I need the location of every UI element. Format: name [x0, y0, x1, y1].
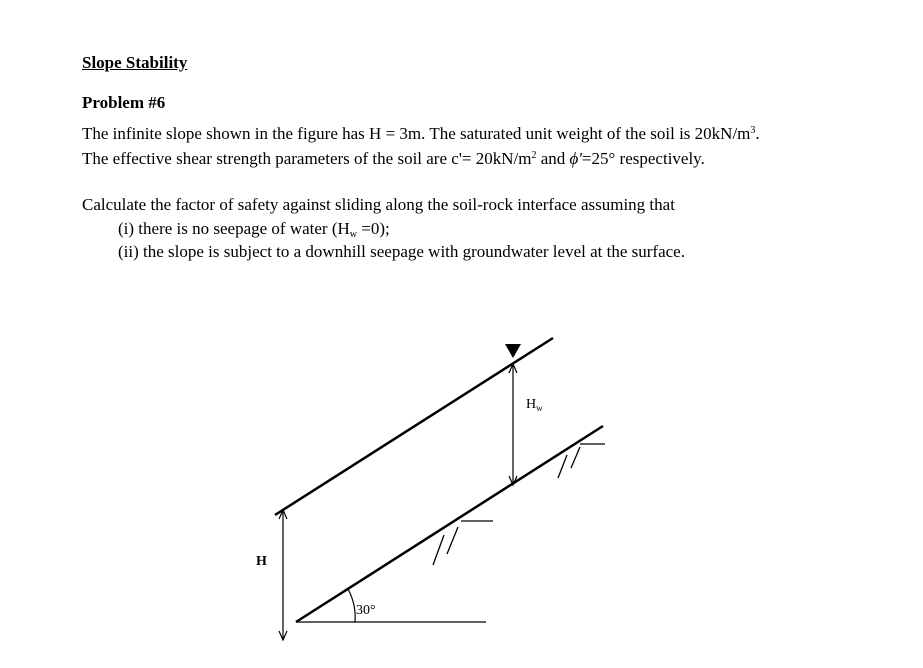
h-dimension	[279, 510, 287, 640]
statement-text: and	[536, 149, 570, 168]
statement-text: .	[755, 124, 760, 143]
h-label: H	[256, 554, 267, 569]
task-intro: Calculate the factor of safety against sliding along the soil-rock interface assuming that	[82, 195, 675, 214]
soil-rock-interface-line	[296, 426, 603, 622]
statement-text: The infinite slope shown in the figure has H = 3m. The saturated unit weight of the soil is 20kN/m	[82, 124, 751, 143]
unit-exponent: 2	[531, 150, 537, 161]
task-item-2: (ii) the slope is subject to a downhill seepage with groundwater level at the surface.	[118, 242, 685, 261]
water-table-triangle-icon	[505, 344, 521, 358]
phi-symbol: ϕ'	[569, 149, 582, 168]
ground-surface-line	[275, 338, 553, 515]
task-text: (i) there is no seepage of water (H	[118, 219, 350, 238]
task-text: =0);	[357, 219, 390, 238]
hw-label	[526, 397, 543, 413]
statement-text: The effective shear strength parameters of the soil are c'= 20kN/m	[82, 149, 532, 168]
angle-arc	[348, 589, 355, 622]
hw-dimension	[509, 364, 517, 485]
angle-label: 30°	[356, 603, 376, 618]
hw-label-main: H	[526, 397, 537, 412]
unit-exponent: 3	[750, 125, 756, 136]
statement-text: =25° respectively.	[581, 149, 705, 168]
subscript: w	[349, 229, 357, 240]
problem-title: Problem #6	[82, 93, 166, 112]
section-title: Slope Stability	[82, 53, 188, 72]
hw-label-sub: w	[536, 403, 543, 413]
